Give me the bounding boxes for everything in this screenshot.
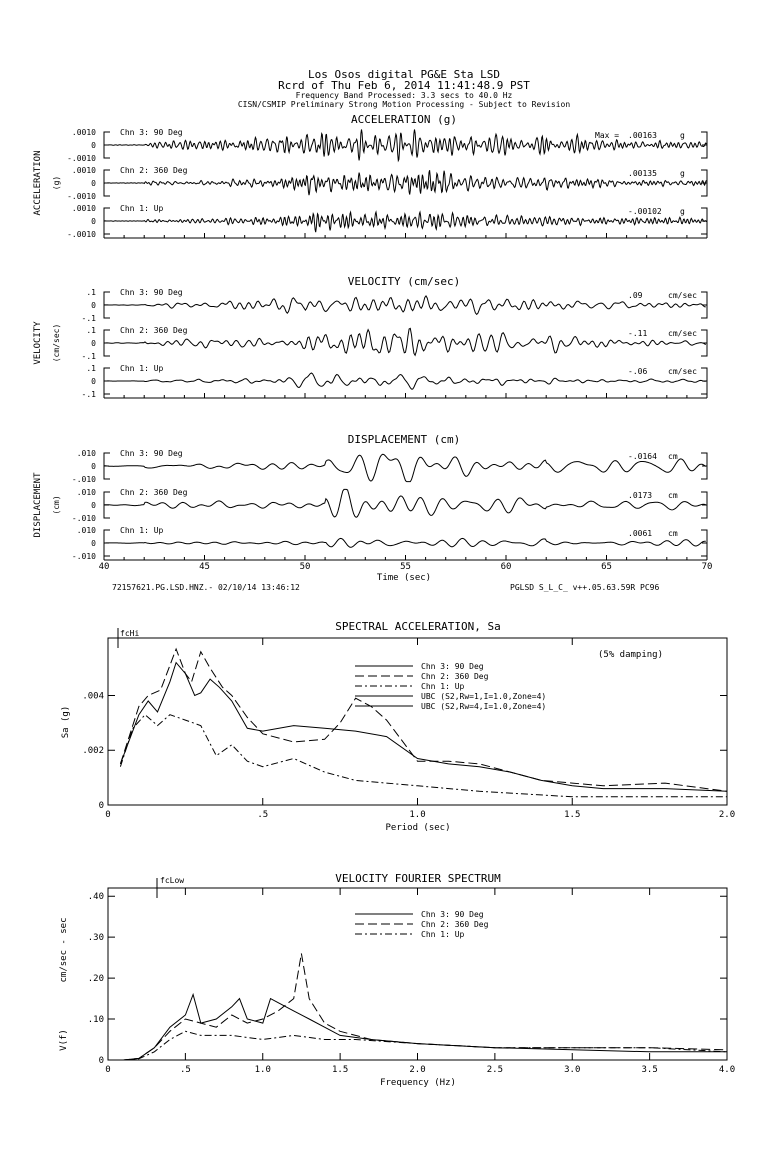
waveform-trace	[104, 296, 706, 315]
channel-label: Chn 1: Up	[120, 364, 164, 373]
channel-max-value: .00163	[628, 131, 657, 140]
x-tick-label: 2.5	[486, 1065, 504, 1075]
displacement-title: DISPLACEMENT (cm)	[347, 433, 461, 446]
time-tick-label: 40	[98, 562, 110, 572]
trace-frame	[104, 530, 707, 556]
y-tick-label: .004	[82, 691, 104, 702]
acceleration-panel	[33, 113, 707, 239]
velocity-yunit: (cm/sec)	[52, 323, 61, 363]
y-tick-label: 0	[98, 1056, 104, 1066]
velocity-title: VELOCITY (cm/sec)	[347, 275, 461, 288]
channel-max-unit: cm/sec	[668, 367, 697, 376]
fs-title: VELOCITY FOURIER SPECTRUM	[335, 872, 501, 885]
x-tick-label: 1.5	[564, 810, 581, 820]
channel-label: Chn 3: 90 Deg	[120, 128, 183, 137]
ytick-label: -.1	[81, 352, 96, 361]
time-axis-label: Time (sec)	[376, 573, 432, 583]
channel-max-value: .0173	[628, 491, 653, 500]
acceleration-ylabel: ACCELERATION	[33, 150, 43, 216]
x-tick-label: 3.5	[641, 1065, 658, 1075]
x-tick-label: 1.5	[331, 1065, 349, 1075]
ytick-label: 0	[91, 462, 96, 471]
sa-damping-note: (5% damping)	[598, 650, 664, 660]
waveform-trace	[104, 170, 706, 195]
time-tick-label: 70	[701, 562, 713, 572]
sa-ylabel: Sa (g)	[61, 705, 71, 739]
sa-fchi-label: fcHi	[120, 629, 140, 638]
ytick-label: .1	[86, 326, 96, 335]
waveform-trace	[104, 489, 706, 517]
displacement-yunit: (cm)	[52, 495, 61, 515]
x-tick-label: 4.0	[718, 1065, 736, 1075]
time-tick-label: 50	[299, 562, 311, 572]
sa-xlabel: Period (sec)	[385, 823, 451, 833]
ytick-label: .010	[76, 488, 96, 497]
ytick-label: 0	[91, 501, 96, 510]
y-tick-label: .002	[82, 746, 104, 757]
ytick-label: -.010	[71, 514, 96, 523]
x-tick-label: .5	[257, 810, 269, 820]
channel-max-value: -.00102	[628, 207, 662, 216]
channel-max-unit: g	[680, 207, 685, 216]
ytick-label: .010	[76, 526, 96, 535]
channel-max-value: .09	[628, 291, 643, 300]
time-tick-label: 65	[601, 562, 612, 572]
fs-xlabel: Frequency (Hz)	[380, 1078, 456, 1088]
sa-title: SPECTRAL ACCELERATION, Sa	[335, 620, 501, 633]
channel-max-unit: cm	[668, 529, 678, 538]
x-tick-label: 1.0	[409, 810, 426, 820]
footer-right: PGLSD S_L_C_ v++.05.63.59R PC96	[510, 583, 660, 592]
legend-label: Chn 2: 360 Deg	[421, 920, 489, 929]
y-tick-label: 0	[98, 801, 104, 811]
ytick-label: .010	[76, 449, 96, 458]
channel-label: Chn 1: Up	[120, 204, 164, 213]
channel-max-value: -.11	[628, 329, 648, 338]
legend-label: Chn 2: 360 Deg	[421, 672, 489, 681]
waveform-trace	[104, 454, 706, 481]
x-tick-label: 2.0	[718, 810, 736, 820]
plot-frame	[108, 888, 727, 1060]
max-label: Max =	[595, 131, 620, 140]
channel-label: Chn 2: 360 Deg	[120, 488, 188, 497]
footer-left: 72157621.PG.LSD.HNZ.- 02/10/14 13:46:12	[112, 583, 300, 592]
time-axis	[104, 555, 707, 560]
waveform-trace	[104, 212, 706, 232]
ytick-label: .0010	[71, 166, 96, 175]
y-tick-label: .30	[87, 933, 104, 944]
ytick-label: 0	[91, 179, 96, 188]
channel-label: Chn 3: 90 Deg	[120, 449, 183, 458]
series-line-solid	[108, 995, 727, 1061]
x-tick-label: .5	[179, 1065, 191, 1075]
velocity-ylabel: VELOCITY	[33, 321, 43, 365]
ytick-label: 0	[91, 141, 96, 150]
ytick-label: -.1	[81, 390, 96, 399]
time-tick-label: 45	[199, 562, 210, 572]
y-tick-label: .10	[87, 1015, 104, 1026]
channel-max-value: .00135	[628, 169, 657, 178]
waveform-trace	[104, 373, 706, 389]
trace-frame	[104, 453, 707, 479]
displacement-panel	[33, 433, 712, 592]
x-tick-label: 2.0	[409, 1065, 426, 1075]
legend-label: Chn 3: 90 Deg	[421, 662, 484, 671]
waveform-trace	[104, 328, 706, 355]
spectral-acceleration-chart	[61, 620, 735, 833]
ytick-label: .0010	[71, 204, 96, 213]
x-tick-label: 3.0	[564, 1065, 581, 1075]
channel-label: Chn 2: 360 Deg	[120, 326, 188, 335]
ytick-label: -.0010	[67, 230, 96, 239]
ytick-label: -.1	[81, 314, 96, 323]
y-tick-label: .20	[87, 974, 104, 985]
channel-label: Chn 3: 90 Deg	[120, 288, 183, 297]
fs-ylabel: V(f)	[59, 1029, 69, 1051]
channel-max-unit: g	[680, 131, 685, 140]
y-tick-label: .40	[87, 892, 104, 903]
ytick-label: .1	[86, 288, 96, 297]
channel-max-unit: g	[680, 169, 685, 178]
ytick-label: 0	[91, 539, 96, 548]
ytick-label: 0	[91, 301, 96, 310]
header-record: Rcrd of Thu Feb 6, 2014 11:41:48.9 PST	[278, 79, 530, 92]
header-station: Los Osos digital PG&E Sta LSD	[307, 68, 501, 81]
fs-fclow-label: fcLow	[160, 876, 185, 885]
trace-frame	[104, 492, 707, 518]
channel-max-value: .0061	[628, 529, 653, 538]
channel-label: Chn 1: Up	[120, 526, 164, 535]
waveform-trace	[104, 538, 706, 547]
channel-max-unit: cm/sec	[668, 291, 697, 300]
ytick-label: 0	[91, 339, 96, 348]
x-tick-label: 1.0	[254, 1065, 271, 1075]
channel-label: Chn 2: 360 Deg	[120, 166, 188, 175]
legend-label: Chn 1: Up	[421, 682, 465, 691]
header-band: Frequency Band Processed: 3.3 secs to 40.0 Hz	[295, 91, 513, 100]
ytick-label: -.0010	[67, 154, 96, 163]
channel-max-unit: cm	[668, 452, 678, 461]
legend-label: UBC (S2,Rw=1,I=1.0,Zone=4)	[421, 692, 547, 701]
x-tick-label: 0	[105, 1065, 111, 1075]
ytick-label: -.010	[71, 552, 96, 561]
ytick-label: 0	[91, 217, 96, 226]
channel-max-unit: cm	[668, 491, 678, 500]
ytick-label: -.0010	[67, 192, 96, 201]
x-tick-label: 0	[105, 810, 111, 820]
time-axis	[104, 233, 707, 238]
velocity-panel	[33, 275, 707, 399]
ytick-label: .1	[86, 364, 96, 373]
channel-max-value: -.0164	[628, 452, 657, 461]
fs-yunit: cm/sec - sec	[59, 917, 69, 983]
channel-max-unit: cm/sec	[668, 329, 697, 338]
fourier-spectrum-chart	[59, 872, 735, 1088]
plot-frame	[108, 638, 727, 805]
acceleration-yunit: (g)	[52, 175, 61, 191]
acceleration-title: ACCELERATION (g)	[351, 113, 457, 126]
time-tick-label: 55	[400, 562, 411, 572]
legend-label: UBC (S2,Rw=4,I=1.0,Zone=4)	[421, 702, 547, 711]
legend-label: Chn 3: 90 Deg	[421, 910, 484, 919]
time-axis	[104, 393, 707, 398]
ytick-label: 0	[91, 377, 96, 386]
ytick-label: .0010	[71, 128, 96, 137]
legend-label: Chn 1: Up	[421, 930, 465, 939]
channel-max-value: -.06	[628, 367, 648, 376]
ytick-label: -.010	[71, 475, 96, 484]
displacement-ylabel: DISPLACEMENT	[33, 472, 43, 538]
time-tick-label: 60	[500, 562, 512, 572]
header-processing: CISN/CSMIP Preliminary Strong Motion Processing - Subject to Revision	[237, 100, 571, 109]
